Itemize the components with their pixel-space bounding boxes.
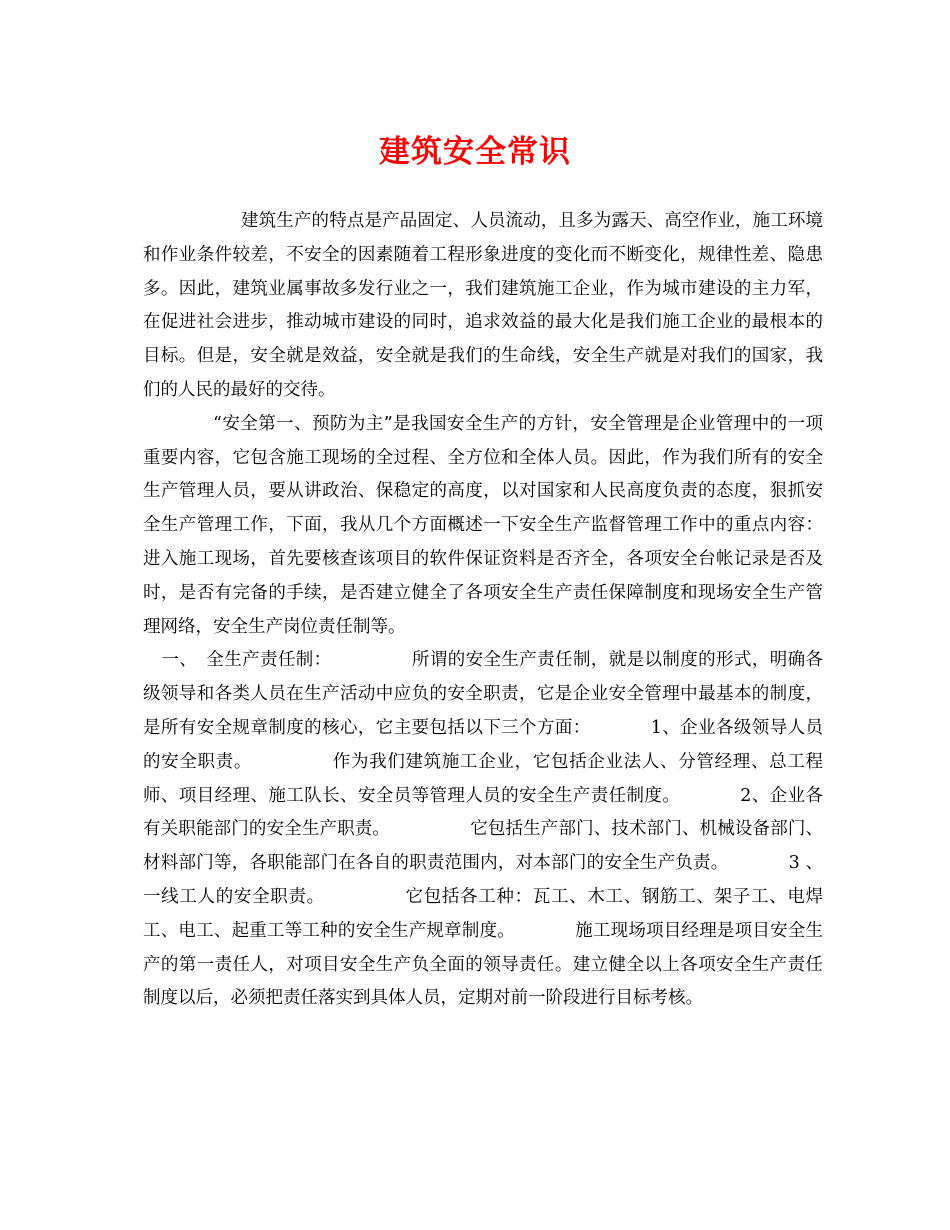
item-1-text: 作为我们建筑施工企业，它包括企业法人、分管经理、总工程师、项目经理、施工队长、安全员等管理人员的安全生产责任制度。 [143,751,824,806]
item-3-title: 3 、一线工人的安全职责。 [143,853,824,907]
item-1-title: 1、企业各级领导人员的安全职责。 [143,717,824,772]
document-title: 建筑安全常识 [379,134,571,170]
document-body [143,205,823,1016]
section-heading: 一、 全生产责任制： [161,650,332,671]
paragraph-intro: 建筑生产的特点是产品固定、人员流动，且多为露天、高空作业，施工环境和作业条件较差，不安全的因素随着工程形象进度的变化而不断变化，规律性差、隐患多。因此，建筑业属事故多发行业之一，我们建筑施工企业，作为城市建设的主力军，在促进社会进步，推动城市建设的同时，追求效益的最大化是我们施工企业的最根本的目标。但是，安全就是效益，安全就是我们的生命线，安全生产就是对我们的国家，我们的人民的最好的交待。 [143,211,823,400]
item-2-title: 2、企业各有关职能部门的安全生产职责。 [143,785,823,840]
item-3-text: 它包括各工种：瓦工、木工、钢筋工、架子工、电焊工、电工、起重工等工种的安全生产规章制度。 [143,886,824,941]
item-2-text: 它包括生产部门、技术部门、机械设备部门、材料部门等，各职能部门在各自的职责范围内，对本部门的安全生产负责。 [143,819,824,874]
section-text-definition: 所谓的安全生产责任制，就是以制度的形式，明确各级领导和各类人员在生产活动中应负的安全职责，它是企业安全管理中最基本的制度，是所有安全规章制度的核心，它主要包括以下三个方面： [143,650,824,738]
paragraph-safety-policy: “安全第一、预防为主”是我国安全生产的方针，安全管理是企业管理中的一项重要内容，它包含施工现场的全过程、全方位和全体人员。因此，作为我们所有的安全生产管理人员，要从讲政治、保稳定的高度，以对国家和人民高度负责的态度，狠抓安全生产管理工作，下面，我从几个方面概述一下安全生产监督管理工作中的重点内容：进入施工现场，首先要核查该项目的软件保证资料是否齐全，各项安全台帐记录是否及时，是否有完备的手续，是否建立健全了各项安全生产责任保障制度和现场安全生产管理网络，安全生产岗位责任制等。 [143,413,823,637]
paragraph-responsibility-system [143,644,823,1016]
closing-text: 施工现场项目经理是项目安全生产的第一责任人，对项目安全生产负全面的领导责任。建立健全以上各项安全生产责任制度以后，必须把责任落实到具体人员，定期对前一阶段进行目标考核。 [143,920,823,1009]
